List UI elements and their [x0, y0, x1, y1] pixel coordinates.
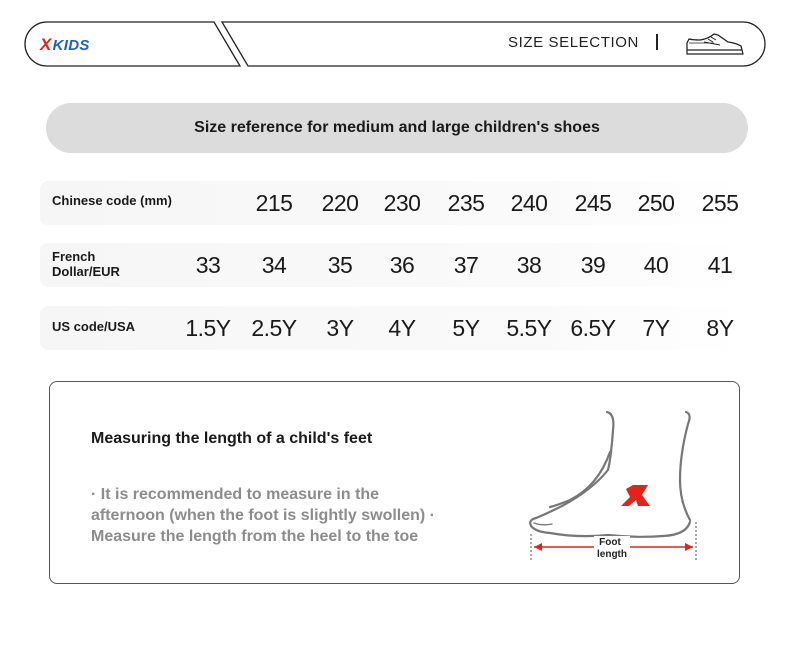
- foot-length-label-line1: Foot: [599, 537, 621, 548]
- size-cell: 255: [701, 190, 739, 216]
- size-cell: 39: [580, 252, 606, 278]
- size-cell: 1.5Y: [185, 315, 231, 341]
- size-row-label-line: Dollar/EUR: [52, 264, 120, 279]
- size-row-label-line: French: [52, 249, 96, 264]
- brand-mark: X: [40, 35, 52, 54]
- size-cell: 240: [510, 190, 548, 216]
- size-cell: 5Y: [452, 315, 480, 341]
- size-cell: 6.5Y: [570, 315, 616, 341]
- size-cell: 7Y: [642, 315, 670, 341]
- section-title: SIZE SELECTION: [508, 34, 639, 51]
- foot-length-label-line2: length: [597, 549, 627, 560]
- measuring-guide-box: [49, 381, 740, 584]
- measuring-title: Measuring the length of a child's feet: [91, 430, 373, 447]
- size-cell: 220: [321, 190, 359, 216]
- size-row-label: [52, 193, 172, 208]
- size-cell: 235: [447, 190, 485, 216]
- size-cell: 215: [255, 190, 293, 216]
- brand-text: KIDS: [52, 36, 90, 54]
- size-reference-title: Size reference for medium and large children's shoes: [46, 103, 748, 153]
- size-row-label-line: Chinese code (mm): [52, 193, 172, 208]
- size-cell: 5.5Y: [506, 315, 552, 341]
- size-cell: 35: [327, 252, 353, 278]
- header-frame: [0, 0, 790, 80]
- size-row-label: [52, 319, 135, 334]
- size-row: [40, 243, 746, 287]
- size-cell: 36: [389, 252, 415, 278]
- measuring-instructions: [91, 484, 491, 547]
- sneaker-icon: [684, 30, 746, 56]
- brand-logo[interactable]: [40, 35, 90, 55]
- size-row: [40, 181, 746, 225]
- size-cell: 40: [643, 252, 669, 278]
- size-cell: 41: [707, 252, 733, 278]
- size-cell: 230: [383, 190, 421, 216]
- instruction-line: · It is recommended to measure in the: [91, 486, 380, 503]
- instruction-line: Measure the length from the heel to the toe: [91, 528, 419, 545]
- size-cell: 3Y: [326, 315, 354, 341]
- size-cell: 250: [637, 190, 675, 216]
- size-cell: 34: [261, 252, 287, 278]
- size-row-label: [52, 249, 120, 279]
- size-row: [40, 306, 746, 350]
- size-cell: 8Y: [706, 315, 734, 341]
- size-cell: 2.5Y: [251, 315, 297, 341]
- size-cell: 33: [195, 252, 221, 278]
- size-row-label-line: US code/USA: [52, 319, 136, 334]
- size-cell: 38: [516, 252, 542, 278]
- size-cell: 245: [574, 190, 612, 216]
- header-divider: [656, 34, 658, 50]
- foot-outline-icon: [528, 402, 728, 582]
- size-cell: 37: [453, 252, 479, 278]
- size-cell: 4Y: [388, 315, 416, 341]
- instruction-line: afternoon (when the foot is slightly swollen) ·: [91, 507, 435, 524]
